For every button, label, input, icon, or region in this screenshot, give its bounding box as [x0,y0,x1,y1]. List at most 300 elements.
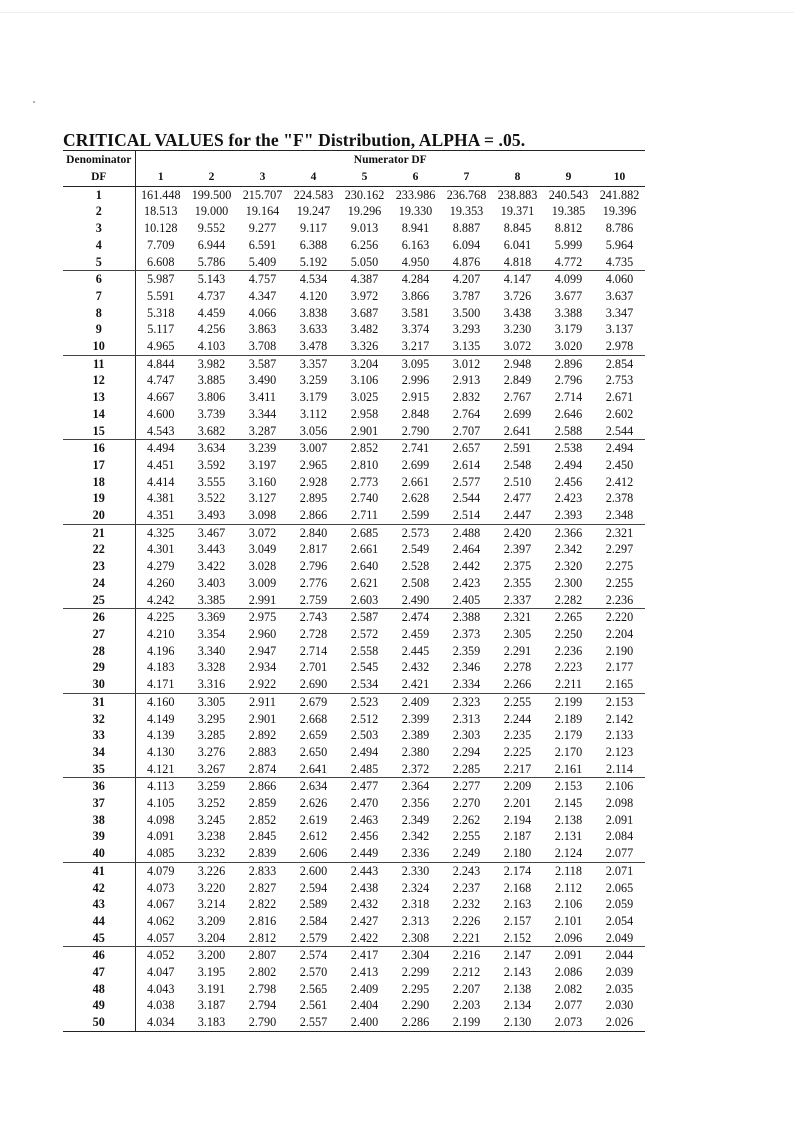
critical-value-cell: 4.196 [147,643,175,658]
critical-value-cell: 2.163 [503,897,532,912]
critical-value-cell: 2.397 [503,542,532,557]
critical-value-cell: 2.342 [554,542,583,557]
critical-value-cell: 3.106 [350,373,379,388]
critical-value-cell: 2.438 [350,880,379,895]
denominator-df-cell: 28 [63,643,135,660]
critical-value-cell: 2.318 [401,897,430,912]
critical-value-cell: 2.299 [401,965,430,980]
f-critical-values-table [63,150,645,1032]
table-row [63,761,645,778]
critical-value-cell: 2.265 [554,610,583,625]
page-title: CRITICAL VALUES for the "F" Distribution, ALPHA = .05. [63,130,526,150]
critical-value-cell: 4.387 [350,272,379,287]
critical-value-cell: 3.555 [197,474,226,489]
page-edge-line [0,12,794,13]
critical-value-cell: 2.044 [605,948,634,963]
critical-value-cell: 4.113 [147,779,175,794]
critical-value-cell: 2.211 [543,676,594,693]
critical-value-cell: 4.066 [248,305,277,320]
critical-value-cell: 2.134 [503,998,532,1013]
critical-value-cell: 3.009 [248,575,277,590]
critical-value-cell: 3.072 [492,338,543,355]
table-row [63,423,645,440]
critical-value-cell: 2.201 [503,796,532,811]
table-row [63,1014,645,1031]
critical-value-cell: 2.741 [401,441,430,456]
critical-value-cell: 4.347 [248,288,277,303]
critical-value-cell: 2.320 [554,559,583,574]
critical-value-cell: 5.409 [237,254,288,271]
critical-value-cell: 2.668 [299,711,328,726]
critical-value-cell: 19.164 [245,204,280,219]
critical-value-cell: 2.275 [605,559,634,574]
denominator-df-cell: 13 [63,389,135,406]
critical-value-cell: 3.137 [605,322,634,337]
critical-value-cell: 3.687 [350,305,379,320]
critical-value-cell: 3.220 [197,880,226,895]
critical-value-cell: 4.260 [147,575,175,590]
critical-value-cell: 4.747 [147,373,175,388]
table-row [63,305,645,322]
critical-value-cell: 3.259 [299,373,328,388]
critical-value-cell: 2.544 [452,491,481,506]
critical-value-cell: 4.950 [390,254,441,271]
critical-value-cell: 2.561 [299,998,328,1013]
critical-value-cell: 19.385 [551,204,586,219]
critical-value-cell: 4.160 [147,694,175,709]
critical-value-cell: 2.270 [452,796,481,811]
critical-value-cell: 2.544 [594,423,645,440]
critical-value-cell: 2.456 [350,829,379,844]
critical-value-cell: 5.987 [147,272,175,287]
critical-value-cell: 6.163 [401,237,430,252]
critical-value-cell: 2.845 [248,829,277,844]
critical-value-cell: 4.325 [147,525,175,540]
critical-value-cell: 19.330 [398,204,433,219]
critical-value-cell: 8.887 [452,221,481,236]
critical-value-cell: 4.103 [186,338,237,355]
table-row [63,338,645,355]
critical-value-cell: 4.965 [135,338,186,355]
table-row [63,659,645,676]
critical-value-cell: 2.112 [555,880,582,895]
critical-value-cell: 9.552 [197,221,226,236]
critical-value-cell: 2.323 [452,694,481,709]
critical-value-cell: 4.301 [147,542,175,557]
numerator-df-header: 5 [339,169,390,186]
critical-value-cell: 4.183 [147,660,175,675]
critical-value-cell: 2.947 [248,643,277,658]
critical-value-cell: 215.707 [242,187,283,202]
table-row [63,778,645,795]
critical-value-cell: 2.153 [605,694,634,709]
table-row [63,203,645,220]
critical-value-cell: 2.579 [288,930,339,947]
critical-value-cell: 2.170 [554,744,583,759]
critical-value-cell: 5.786 [186,254,237,271]
critical-value-cell: 2.432 [350,897,379,912]
critical-value-cell: 3.287 [237,423,288,440]
critical-value-cell: 4.147 [503,272,532,287]
denominator-df-cell: 1 [63,186,135,203]
table-row [63,389,645,406]
critical-value-cell: 3.726 [503,288,532,303]
critical-value-cell: 2.699 [401,457,430,472]
critical-value-cell: 3.098 [237,507,288,524]
critical-value-cell: 2.901 [339,423,390,440]
critical-value-cell: 2.143 [503,965,532,980]
critical-value-cell: 2.895 [299,491,328,506]
numerator-df-label: Numerator DF [135,151,645,170]
denominator-df-cell: 6 [63,271,135,288]
critical-value-cell: 2.404 [350,998,379,1013]
critical-value-cell: 2.996 [401,373,430,388]
critical-value-cell: 3.838 [299,305,328,320]
critical-value-cell: 8.812 [554,221,583,236]
critical-value-cell: 4.091 [147,829,175,844]
critical-value-cell: 3.522 [197,491,226,506]
critical-value-cell: 3.682 [186,423,237,440]
critical-value-cell: 2.577 [452,474,481,489]
critical-value-cell: 4.737 [197,288,226,303]
critical-value-cell: 2.928 [299,474,328,489]
critical-value-cell: 2.790 [237,1014,288,1031]
denominator-df-cell: 11 [63,355,135,372]
denominator-df-cell: 43 [63,896,135,913]
critical-value-cell: 3.072 [248,525,277,540]
critical-value-cell: 2.978 [594,338,645,355]
critical-value-cell: 3.204 [186,930,237,947]
critical-value-cell: 3.328 [197,660,226,675]
critical-value-cell: 3.863 [248,322,277,337]
critical-value-cell: 3.885 [197,373,226,388]
table-row [63,862,645,879]
critical-value-cell: 2.400 [339,1014,390,1031]
critical-value-cell: 2.420 [503,525,532,540]
critical-value-cell: 6.041 [503,237,532,252]
critical-value-cell: 2.091 [554,948,583,963]
critical-value-cell: 4.735 [594,254,645,271]
critical-value-cell: 2.512 [350,711,379,726]
critical-value-cell: 2.707 [441,423,492,440]
denominator-df-cell: 9 [63,321,135,338]
denominator-df-cell: 22 [63,541,135,558]
critical-value-cell: 2.603 [339,592,390,609]
critical-value-cell: 2.832 [452,390,481,405]
critical-value-cell: 4.284 [401,272,430,287]
table-row [63,355,645,372]
critical-value-cell: 4.225 [147,610,175,625]
table-row [63,406,645,423]
denominator-df-cell: 37 [63,795,135,812]
header-row-columns [63,169,645,186]
critical-value-cell: 2.305 [503,626,532,641]
critical-value-cell: 2.262 [452,812,481,827]
critical-value-cell: 2.570 [299,965,328,980]
critical-value-cell: 2.389 [401,728,430,743]
numerator-df-header: 8 [492,169,543,186]
critical-value-cell: 2.776 [299,575,328,590]
critical-value-cell: 3.438 [503,305,532,320]
critical-value-cell: 2.641 [288,761,339,778]
critical-value-cell: 2.619 [299,812,328,827]
critical-value-cell: 2.232 [452,897,481,912]
critical-value-cell: 3.344 [248,406,277,421]
critical-value-cell: 3.490 [248,373,277,388]
critical-value-cell: 2.866 [248,779,277,794]
critical-value-cell: 3.357 [299,356,328,371]
denominator-df-cell: 32 [63,711,135,728]
critical-value-cell: 2.634 [299,779,328,794]
critical-value-cell: 5.192 [288,254,339,271]
table-row [63,372,645,389]
critical-value-cell: 2.671 [605,390,634,405]
critical-value-cell: 2.082 [554,981,583,996]
critical-value-cell: 2.161 [543,761,594,778]
critical-value-cell: 3.238 [197,829,226,844]
critical-value-cell: 2.226 [452,913,481,928]
critical-value-cell: 2.764 [452,406,481,421]
denominator-df-cell: 7 [63,288,135,305]
critical-value-cell: 2.822 [248,897,277,912]
critical-value-cell: 2.913 [452,373,481,388]
critical-value-cell: 2.098 [605,796,634,811]
critical-value-cell: 2.548 [503,457,532,472]
critical-value-cell: 2.753 [605,373,634,388]
critical-value-cell: 4.130 [147,744,175,759]
critical-value-cell: 3.739 [197,406,226,421]
critical-value-cell: 2.313 [452,711,481,726]
critical-value-cell: 2.773 [350,474,379,489]
critical-value-cell: 2.934 [248,660,277,675]
critical-value-cell: 2.405 [441,592,492,609]
critical-value-cell: 2.659 [299,728,328,743]
critical-value-cell: 3.214 [197,897,226,912]
critical-value-cell: 3.183 [186,1014,237,1031]
critical-value-cell: 2.432 [401,660,430,675]
critical-value-cell: 2.699 [503,406,532,421]
critical-value-cell: 4.772 [543,254,594,271]
critical-value-cell: 2.071 [605,863,634,878]
critical-value-cell: 4.047 [147,965,175,980]
critical-value-cell: 2.118 [555,863,582,878]
critical-value-cell: 2.204 [605,626,634,641]
critical-value-cell: 2.207 [452,981,481,996]
critical-value-cell: 2.380 [401,744,430,759]
critical-value-cell: 2.901 [248,711,277,726]
critical-value-cell: 3.267 [186,761,237,778]
critical-value-cell: 4.279 [147,559,175,574]
critical-value-cell: 2.549 [401,542,430,557]
denominator-df-cell: 10 [63,338,135,355]
critical-value-cell: 2.364 [401,779,430,794]
critical-value-cell: 2.165 [594,676,645,693]
critical-value-cell: 2.059 [605,897,634,912]
critical-value-cell: 3.316 [186,676,237,693]
critical-value-cell: 2.661 [401,474,430,489]
critical-value-cell: 3.806 [197,390,226,405]
denominator-df-cell: 29 [63,659,135,676]
critical-value-cell: 2.106 [605,779,634,794]
critical-value-cell: 2.336 [390,845,441,862]
critical-value-cell: 3.127 [248,491,277,506]
critical-value-cell: 2.859 [248,796,277,811]
denominator-df-cell: 5 [63,254,135,271]
critical-value-cell: 19.000 [194,204,229,219]
critical-value-cell: 3.866 [401,288,430,303]
critical-value-cell: 4.494 [147,441,175,456]
critical-value-cell: 2.355 [503,575,532,590]
critical-value-cell: 2.189 [554,711,583,726]
critical-value-cell: 3.982 [197,356,226,371]
critical-value-cell: 2.646 [554,406,583,421]
critical-value-cell: 2.324 [401,880,430,895]
critical-value-cell: 2.221 [441,930,492,947]
critical-value-cell: 2.447 [492,507,543,524]
critical-value-cell: 4.057 [135,930,186,947]
critical-value-cell: 2.304 [401,948,430,963]
critical-value-cell: 2.342 [401,829,430,844]
denominator-df-cell: 33 [63,727,135,744]
denominator-df-cell: 8 [63,305,135,322]
critical-value-cell: 2.464 [452,542,481,557]
critical-value-cell: 230.162 [344,187,385,202]
denominator-df-cell: 14 [63,406,135,423]
denominator-df-cell: 21 [63,524,135,541]
denominator-df-cell: 41 [63,862,135,879]
critical-value-cell: 2.091 [605,812,634,827]
critical-value-cell: 3.160 [248,474,277,489]
critical-value-cell: 2.096 [543,930,594,947]
critical-value-cell: 2.690 [288,676,339,693]
critical-value-cell: 4.242 [135,592,186,609]
denominator-df-cell: 4 [63,237,135,254]
denominator-df-cell: 30 [63,676,135,693]
critical-value-cell: 236.768 [446,187,487,202]
critical-value-cell: 2.960 [248,626,277,641]
critical-value-cell: 2.557 [288,1014,339,1031]
critical-value-cell: 2.409 [350,981,379,996]
critical-value-cell: 2.459 [401,626,430,641]
critical-value-cell: 2.810 [350,457,379,472]
table-row [63,812,645,829]
table-row [63,947,645,964]
critical-value-cell: 2.237 [452,880,481,895]
critical-value-cell: 3.637 [605,288,634,303]
critical-value-cell: 4.139 [147,728,175,743]
critical-value-cell: 2.334 [441,676,492,693]
critical-value-cell: 2.911 [249,694,276,709]
denominator-df-cell: 39 [63,828,135,845]
critical-value-cell: 2.661 [350,542,379,557]
denominator-df-cell: 26 [63,609,135,626]
critical-value-cell: 2.538 [554,441,583,456]
critical-value-cell: 2.220 [605,610,634,625]
critical-value-cell: 2.442 [452,559,481,574]
table-row [63,474,645,491]
critical-value-cell: 2.573 [401,525,430,540]
critical-value-cell: 6.608 [135,254,186,271]
critical-value-cell: 2.574 [299,948,328,963]
critical-value-cell: 2.123 [605,744,634,759]
critical-value-cell: 2.827 [248,880,277,895]
critical-value-cell: 3.787 [452,288,481,303]
critical-value-cell: 2.124 [543,845,594,862]
denominator-label: Denominator [63,151,135,170]
critical-value-cell: 2.965 [299,457,328,472]
critical-value-cell: 2.958 [350,406,379,421]
critical-value-cell: 3.200 [197,948,226,963]
critical-value-cell: 2.874 [237,761,288,778]
critical-value-cell: 241.882 [599,187,640,202]
critical-value-cell: 2.378 [605,491,634,506]
critical-value-cell: 2.235 [503,728,532,743]
numerator-df-header: 4 [288,169,339,186]
critical-value-cell: 5.050 [339,254,390,271]
critical-value-cell: 2.848 [401,406,430,421]
critical-value-cell: 2.300 [554,575,583,590]
critical-value-cell: 2.249 [441,845,492,862]
critical-value-cell: 2.589 [299,897,328,912]
critical-value-cell: 2.839 [237,845,288,862]
critical-value-cell: 6.944 [197,237,226,252]
critical-value-cell: 2.086 [554,965,583,980]
critical-value-cell: 224.583 [293,187,334,202]
critical-value-cell: 2.372 [390,761,441,778]
critical-value-cell: 4.256 [197,322,226,337]
critical-value-cell: 2.147 [503,948,532,963]
denominator-df-cell: 36 [63,778,135,795]
critical-value-cell: 3.232 [186,845,237,862]
critical-value-cell: 2.236 [594,592,645,609]
denominator-df-cell: 12 [63,372,135,389]
critical-value-cell: 7.709 [147,237,175,252]
critical-value-cell: 4.121 [135,761,186,778]
critical-value-cell: 3.012 [452,356,481,371]
critical-value-cell: 4.381 [147,491,175,506]
critical-value-cell: 3.020 [543,338,594,355]
critical-value-cell: 3.252 [197,796,226,811]
critical-value-cell: 2.422 [339,930,390,947]
critical-value-cell: 3.245 [197,812,226,827]
critical-value-cell: 2.892 [248,728,277,743]
table-row [63,524,645,541]
critical-value-cell: 3.007 [299,441,328,456]
denominator-df-cell: 27 [63,626,135,643]
critical-value-cell: 4.052 [147,948,175,963]
critical-value-cell: 4.085 [135,845,186,862]
critical-value-cell: 2.295 [401,981,430,996]
critical-value-cell: 2.346 [452,660,481,675]
table-row [63,727,645,744]
critical-value-cell: 2.711 [339,507,390,524]
denominator-df-cell: 48 [63,981,135,998]
critical-value-cell: 2.427 [350,913,379,928]
denominator-df-cell: 20 [63,507,135,524]
critical-value-cell: 2.922 [237,676,288,693]
critical-value-cell: 2.679 [299,694,328,709]
table-row [63,541,645,558]
critical-value-cell: 2.477 [350,779,379,794]
critical-value-cell: 2.606 [288,845,339,862]
critical-value-cell: 2.114 [594,761,645,778]
critical-value-cell: 2.250 [554,626,583,641]
critical-value-cell: 2.138 [554,812,583,827]
table-row [63,626,645,643]
scan-speck [33,101,35,103]
critical-value-cell: 2.203 [452,998,481,1013]
critical-value-cell: 2.130 [492,1014,543,1031]
